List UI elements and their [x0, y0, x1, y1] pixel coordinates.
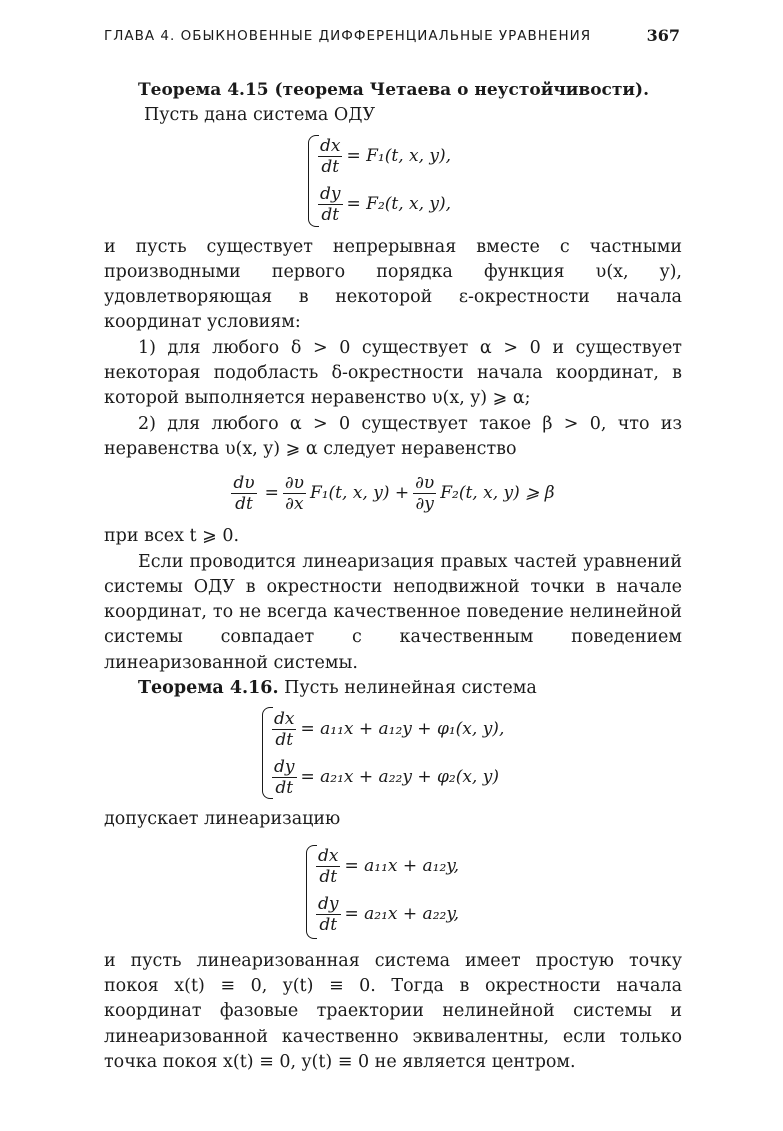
- linear-equation-1: $\frac{dx}{dt}$ = a₁₁x + a₁₂y,: [318, 846, 460, 888]
- theorem-4-16-conclusion: и пусть линеаризованная система имеет простую точку покоя x(t) ≡ 0, y(t) ≡ 0. Тогда в окрестности начала координат фазовые траектории нелинейной системы и линеаризованной качественно эквивалентны, если только точка покоя x(t) ≡ 0, y(t) ≡ 0 не является центром.: [104, 950, 682, 1072]
- condition-1: 1) для любого δ > 0 существует α > 0 и существует некоторая подобласть δ-окрестности начала координат, в которой выполняется неравенство υ(x, y) ⩾ α;: [104, 337, 682, 409]
- nonlinear-system: [272, 705, 682, 801]
- derivative-inequality: $\frac{d\upsilon}{dt}$ = $\frac{\partial\upsilon}{\partial x}$ F₁(t, x, y) + $\frac{\partial\upsilon}{\partial y}$ F₂(t, x, y) ⩾ β: [233, 472, 555, 514]
- ode-equation-2: $\frac{dy}{dt}$ = F₂(t, x, y),: [320, 184, 452, 226]
- theorem-4-16-intro: Пусть нелинейная система: [284, 678, 537, 699]
- theorem-4-16-intro-line: [104, 676, 682, 701]
- page-number: 367: [646, 26, 680, 45]
- admits-linearization: допускает линеаризацию: [104, 809, 341, 830]
- chapter-title: ГЛАВА 4. ОБЫКНОВЕННЫЕ ДИФФЕРЕНЦИАЛЬНЫЕ УРАВНЕНИЯ: [104, 28, 592, 44]
- theorem-4-15-intro: Пусть дана система ОДУ: [144, 105, 376, 126]
- system-brace: [306, 845, 317, 939]
- nonlinear-equation-2: $\frac{dy}{dt}$ = a₂₁x + a₂₂y + φ₂(x, y): [274, 756, 499, 798]
- lyapunov-function-paragraph: и пусть существует непрерывная вместе с частными производными первого порядка функция υ(x, y), удовлетворяющая в некоторой ε-окрестности начала координат условиям:: [104, 236, 682, 333]
- theorem-4-16-label: Теорема 4.16.: [138, 678, 279, 699]
- condition-2: 2) для любого α > 0 существует такое β > 0, что из неравенства υ(x, y) ⩾ α следует неравенство: [104, 413, 682, 459]
- linear-system: [316, 843, 682, 943]
- nonlinear-equation-1: $\frac{dx}{dt}$ = a₁₁x + a₁₂y + φ₁(x, y),: [274, 708, 505, 750]
- ode-equation-1: $\frac{dx}{dt}$ = F₁(t, x, y),: [320, 136, 452, 178]
- theorem-4-15-title: Теорема 4.15 (теорема Четаева о неустойчивости).: [138, 80, 650, 100]
- for-all-t: при всех t ⩾ 0.: [104, 526, 240, 547]
- system-brace: [308, 135, 319, 227]
- system-brace: [262, 707, 273, 799]
- page-body: [104, 78, 682, 1075]
- linearization-paragraph: Если проводится линеаризация правых частей уравнений системы ОДУ в окрестности неподвижной точки в начале координат, то не всегда качественное поведение нелинейной системы совпадает с качественным поведением линеаризованной системы.: [104, 551, 682, 673]
- running-header: [104, 26, 680, 48]
- linear-equation-2: $\frac{dy}{dt}$ = a₂₁x + a₂₂y,: [318, 894, 460, 936]
- ode-system: [318, 133, 682, 229]
